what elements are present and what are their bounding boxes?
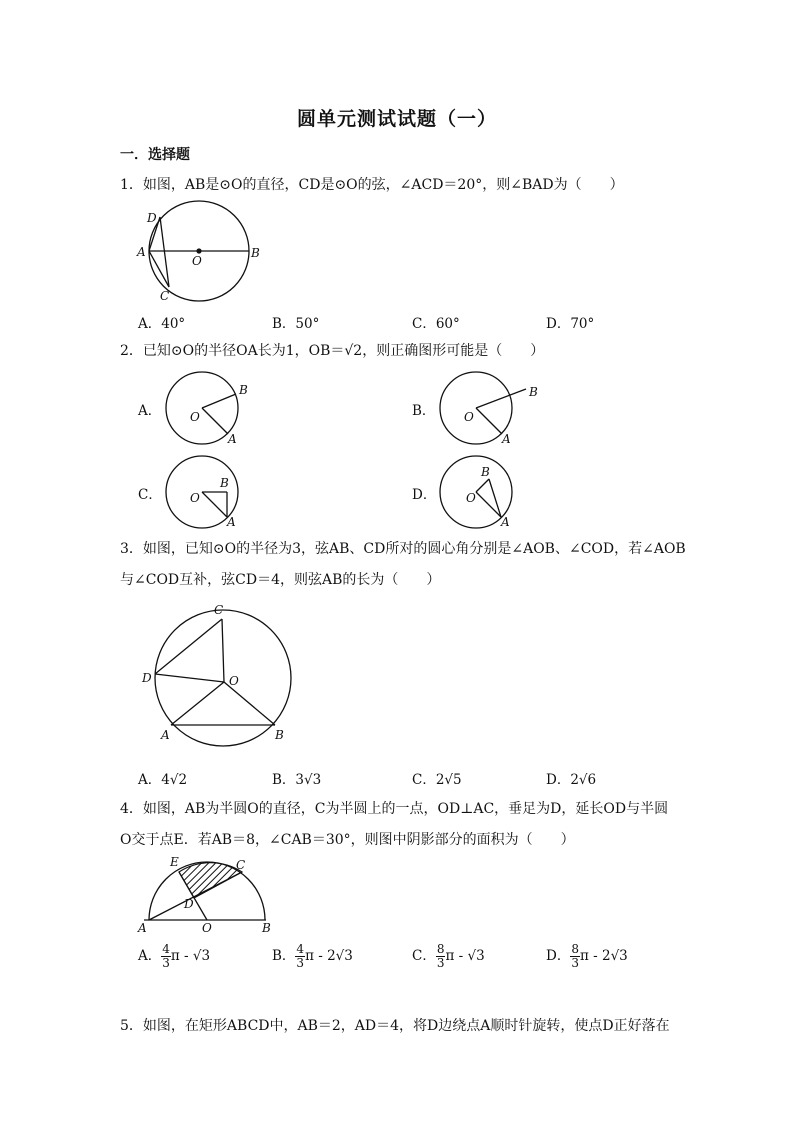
q2b-label-o: O (464, 410, 474, 424)
q4-option-b[interactable]: B． $\frac{4}{3}$ π - 2√3 (272, 942, 353, 970)
q4-option-c[interactable]: C． $\frac{8}{3}$ π - √3 (412, 942, 485, 970)
q2-option-a[interactable]: A． (138, 403, 162, 419)
q2d-label-b: B (481, 465, 490, 479)
q1-center-dot (196, 248, 201, 253)
section-heading: 一．选择题 (120, 147, 190, 163)
question-5-text: 5．如图，在矩形ABCD中，AB＝2，AD＝4，将D边绕点A顺时针旋转，使点D正好落在 (120, 1018, 670, 1034)
q3-label-a: A (161, 728, 170, 742)
q2-option-d[interactable]: D． (412, 487, 437, 503)
q2d-label-a: A (501, 515, 510, 529)
q4-label-e: E (170, 855, 179, 869)
question-4-text-line2: O交于点E．若AB＝8，∠CAB＝30°，则图中阴影部分的面积为（ ） (120, 832, 575, 848)
q2a-label-b: B (239, 383, 248, 397)
q1-label-a: A (137, 245, 146, 259)
question-3-text-line2: 与∠COD互补，弦CD＝4，则弦AB的长为（ ） (120, 572, 441, 588)
q1-label-b: B (251, 246, 260, 260)
q4-option-d[interactable]: D． $\frac{8}{3}$ π - 2√3 (546, 942, 628, 970)
q2-figure-a (164, 370, 254, 450)
q3-option-a[interactable]: A．4√2 (138, 772, 188, 788)
question-3-text-line1: 3．如图，已知⊙O的半径为3，弦AB、CD所对的圆心角分别是∠AOB、∠COD，若∠AOB (120, 541, 686, 557)
q3-label-b: B (275, 728, 284, 742)
q4-option-a[interactable]: A． $\frac{4}{3}$ π - √3 (138, 942, 211, 970)
question-1-text: 1．如图，AB是⊙O的直径，CD是⊙O的弦，∠ACD＝20°，则∠BAD为（ ） (120, 177, 624, 193)
page-title: 圆单元测试试题（一） (296, 108, 497, 130)
q3-label-d: D (142, 671, 152, 685)
q1-option-b[interactable]: B．50° (272, 316, 320, 332)
q4-label-a: A (138, 921, 147, 935)
q1-option-a[interactable]: A．40° (138, 316, 186, 332)
q4-label-b: B (262, 921, 271, 935)
question-4-text-line1: 4．如图，AB为半圆O的直径，C为半圆上的一点，OD⊥AC，垂足为D，延长OD与半圆 (120, 801, 669, 817)
q3-option-b[interactable]: B．3√3 (272, 772, 322, 788)
q4-label-c: C (236, 858, 246, 872)
q2-figure-d (438, 454, 528, 534)
q2c-label-o: O (190, 491, 200, 505)
q2a-label-o: O (190, 410, 200, 424)
q1-option-d[interactable]: D．70° (546, 316, 595, 332)
question-2-text: 2．已知⊙O的半径OA长为1，OB＝√2，则正确图形可能是（ ） (120, 343, 545, 359)
q4-label-o: O (202, 921, 212, 935)
q2-figure-c (164, 454, 254, 534)
q4-label-d: D (184, 897, 194, 911)
q2b-label-b: B (529, 385, 538, 399)
q3-option-d[interactable]: D．2√6 (546, 772, 597, 788)
q3-label-c: C (214, 603, 224, 617)
q2a-label-a: A (228, 432, 237, 446)
q2-option-b[interactable]: B． (412, 403, 436, 419)
question-4-figure (134, 852, 284, 935)
question-3-figure (136, 598, 296, 743)
q2c-label-a: A (227, 515, 236, 529)
q2d-label-o: O (466, 491, 476, 505)
q2-figure-b (438, 370, 548, 450)
question-1-figure (130, 196, 270, 306)
q2b-label-a: A (502, 432, 511, 446)
q3-label-o: O (229, 674, 239, 688)
q1-label-c: C (160, 289, 170, 303)
q1-option-c[interactable]: C．60° (412, 316, 460, 332)
q1-chord-dc (160, 217, 169, 287)
q1-label-o: O (192, 254, 202, 268)
q3-option-c[interactable]: C．2√5 (412, 772, 462, 788)
q2-option-c[interactable]: C． (138, 487, 162, 503)
q2c-label-b: B (220, 476, 229, 490)
q1-label-d: D (147, 211, 157, 225)
